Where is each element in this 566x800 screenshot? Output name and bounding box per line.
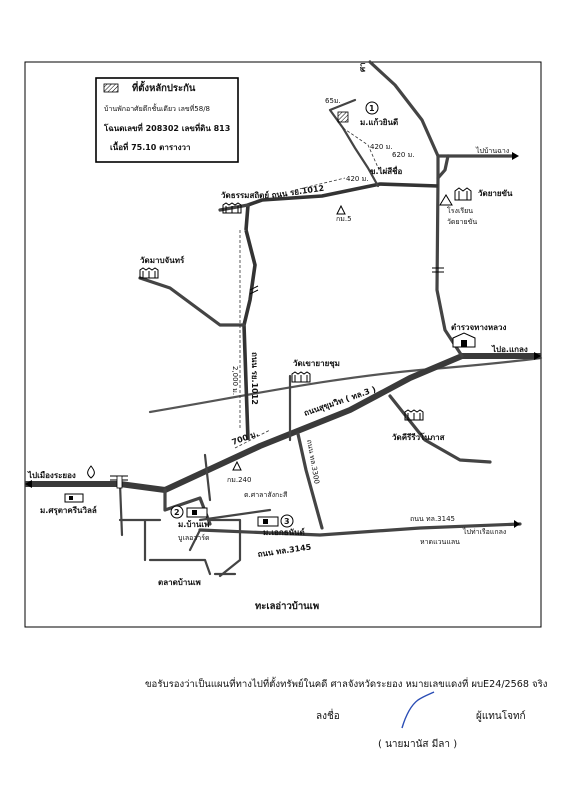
representative-label: ผู้แทนโจทก์ [476,711,526,722]
traffic-light-icon [117,476,122,488]
label-village-nonggaeyindee: ม.แก้วยินดี [360,118,399,127]
label-distance-620: 620 ม. [392,151,415,159]
marker-2 [171,506,183,518]
legend-line3: เนื้อที่ 75.10 ตารางวา [110,143,191,152]
label-wat-khiriwong: วัดคีรีรีวโนภาส [392,433,445,442]
label-distance-vertical: 2,000 ม. [231,366,239,396]
label-road-tl3145-left: ถนน ทล.3145 [257,542,312,559]
marker-1 [366,102,378,114]
label-village-srupat: ม.ศรุตาครีนวิลล์ [40,506,97,515]
svg-text:3: 3 [284,517,290,526]
marker-3 [281,515,293,527]
target-property-icon [338,112,348,122]
label-sukhumvit: ถนนสุขุมวิท ( ทล.3 ) [302,384,378,418]
svg-text:2: 2 [174,508,180,517]
label-shop: ข.ไผ่สีชื่อ [370,167,403,176]
label-road-tl3300: ถนน ทล.3300 [305,438,321,485]
label-wat-yaichan: วัดยายขัน [478,189,513,198]
signer-name: ( นายมานัส มีลา ) [378,739,458,750]
label-market-banphe: ตลาดบ้านเพ [158,578,201,587]
village-icon [187,508,207,517]
signature [402,692,434,728]
label-north: ศา [358,62,367,72]
svg-text:1: 1 [369,104,375,113]
label-km240: กม.240 [227,476,252,484]
label-wat-thammasathit: วัดธรรมสถิตย์ [221,191,270,200]
label-distance-420a: 420 ม. [370,143,393,151]
label-to-klaeng: ไปอ.แกลง [492,345,528,354]
label-school-2: วัดยายขัน [447,218,478,226]
label-village-banphe: ม.บ้านเพ [178,520,210,529]
legend-hatch-icon [104,84,118,92]
legend-line1: บ้านพักอาศัยตึกชั้นเดียว เลขที่58/8 [104,105,211,113]
label-distance-420b: 420 ม. [346,175,369,183]
label-wat-khaoyaichum: วัดเขายายชุม [293,359,340,368]
label-to-banchang: ไปบ้านฉาง [476,147,510,155]
label-cross-top: 65ม. [325,97,341,105]
label-bay: ทะเลอ่าวบ้านเพ [255,601,320,612]
label-distance-700: 700 ม. [230,428,260,447]
label-road-tl3145-right: ถนน ทล.3145 [410,515,455,523]
label-school-1: โรงเรียน [447,207,473,215]
certify-text: ขอรับรองว่าเป็นแผนที่ทางไปที่ตั้งทรัพย์ในคดี ศาลจังหวัดระยอง หมายเลขแดงที่ ผบE24/2568 จริง [145,679,548,690]
label-to-pier: ไปท่าเรือแกลง [463,528,507,536]
label-road-rl1012-vertical: ถนน รย.1012 [250,352,259,405]
legend-line2: โฉนดเลขที่ 208302 เลขที่ดิน 813 [104,124,231,133]
label-road-rl1012-top: ถนน รย.1012 [271,183,325,200]
label-wat-mabchan: วัดมาบจันทร์ [140,256,185,265]
sign-label: ลงชื่อ [316,711,340,722]
label-police: ตำรวจทางหลวง [451,323,507,332]
label-market-salathangkadee: ต.ศาลาสังกะสี [244,491,288,499]
label-village-bulevard: บูเลอวาร์ด [178,534,210,542]
village-icon [65,494,83,502]
label-to-rayong: ไปเมืองระยอง [28,471,76,480]
label-km5: กม.5 [336,215,352,223]
label-beach: หาดแวนแลน [420,538,460,546]
label-village-eakthanan: ม.เอกธนันต์ [263,528,305,537]
legend-title: ที่ตั้งหลักประกัน [132,83,196,94]
village-icon [258,517,278,526]
